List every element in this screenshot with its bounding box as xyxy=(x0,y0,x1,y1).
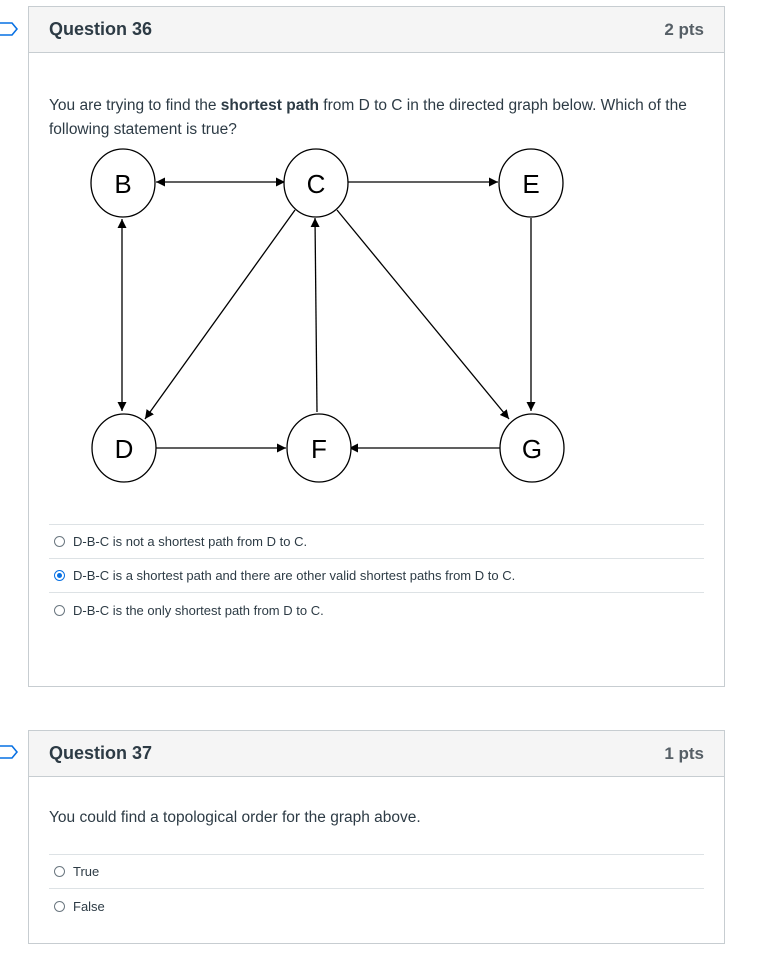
graph-node-b xyxy=(91,149,155,217)
question-title: Question 37 xyxy=(49,743,153,763)
answer-option[interactable] xyxy=(49,855,704,889)
svg-text:G: G xyxy=(521,434,543,464)
question-points: 2 pts xyxy=(664,19,704,39)
question-header xyxy=(29,731,724,777)
graph-node-e xyxy=(499,149,563,217)
question-text: You could find a topological order for the graph above. xyxy=(49,809,421,826)
svg-text:E: E xyxy=(522,169,540,199)
answer-option[interactable] xyxy=(49,559,704,593)
svg-text:F: F xyxy=(311,434,327,464)
graph-node-f xyxy=(287,414,351,482)
graph-node-g xyxy=(500,414,564,482)
answer-list xyxy=(49,524,704,627)
answer-label: D-B-C is not a shortest path from D to C. xyxy=(73,534,308,549)
answer-label: False xyxy=(73,898,105,914)
answer-option[interactable] xyxy=(49,525,704,559)
question-title: Question 36 xyxy=(49,19,153,39)
graph-node-d xyxy=(92,414,156,482)
answer-label: D-B-C is a shortest path and there are other valid shortest paths from D to C. xyxy=(73,568,516,583)
svg-text:C: C xyxy=(306,169,326,199)
svg-text:B: B xyxy=(114,169,132,199)
question-36-card xyxy=(28,6,725,687)
flag-question-icon[interactable] xyxy=(0,22,18,36)
question-text: You are trying to find the shortest path from D to C in the directed graph below. Which of the following statement is true? xyxy=(49,97,687,138)
graph-edge xyxy=(145,210,295,419)
answer-label: True xyxy=(73,864,100,879)
directed-graph-figure xyxy=(49,146,709,506)
question-header xyxy=(29,7,724,53)
question-37-card xyxy=(28,730,725,944)
question-points: 1 pts xyxy=(664,743,704,763)
answer-label: D-B-C is the only shortest path from D to C. xyxy=(73,602,324,618)
graph-node-c xyxy=(284,149,348,217)
radio-button[interactable] xyxy=(54,866,65,877)
flag-question-icon[interactable] xyxy=(0,745,18,759)
graph-edge xyxy=(315,218,317,412)
graph-edge xyxy=(337,210,509,419)
svg-text:D: D xyxy=(114,434,134,464)
radio-button[interactable] xyxy=(54,536,65,547)
radio-button[interactable] xyxy=(54,901,65,912)
radio-button[interactable] xyxy=(54,605,65,616)
answer-option[interactable] xyxy=(49,889,704,923)
answer-list xyxy=(49,854,704,923)
radio-button-selected[interactable] xyxy=(54,570,65,581)
answer-option[interactable] xyxy=(49,593,704,627)
